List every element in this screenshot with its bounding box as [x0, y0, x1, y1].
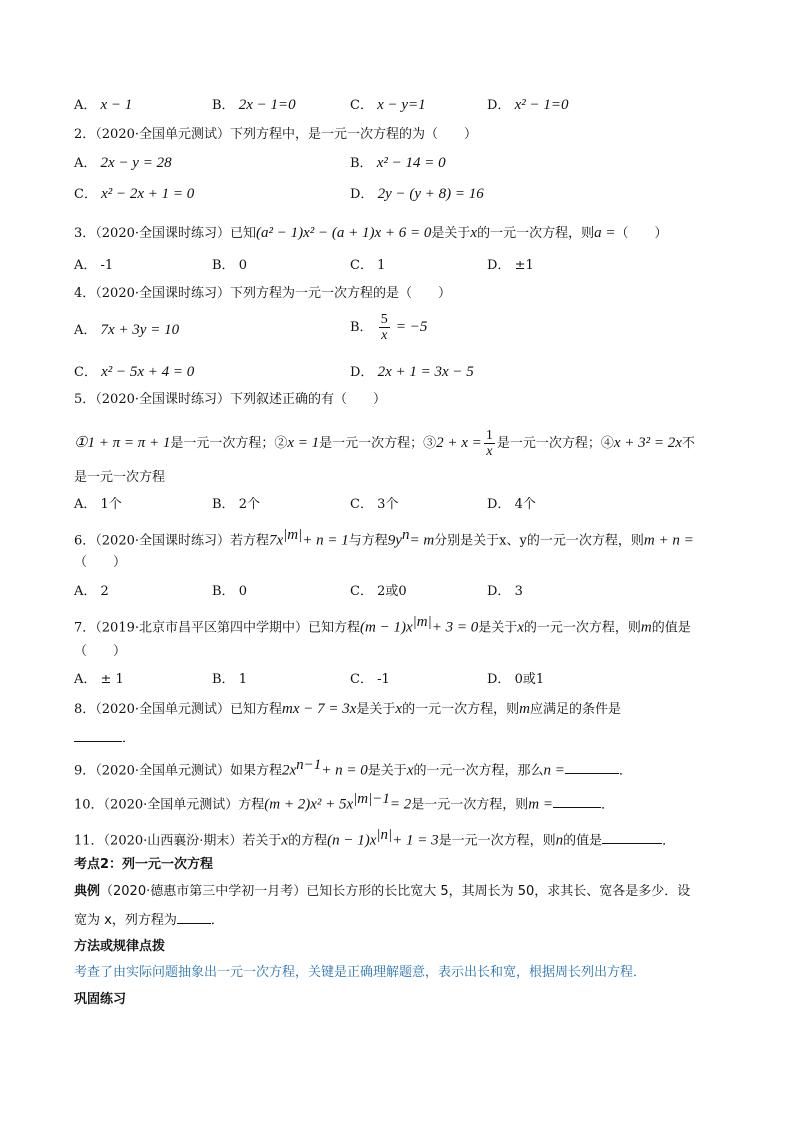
- q9-answer-blank[interactable]: [565, 760, 619, 774]
- q3-option-b: B． 0: [212, 258, 247, 273]
- q3-option-c: C． 1: [350, 258, 386, 273]
- q2-option-a: A． 2x − y = 28: [74, 155, 172, 171]
- q1-option-a: A． x − 1: [74, 97, 133, 113]
- q8-stem: 8．（2020·全国单元测试）已知方程mx − 7 = 3x是关于x的一元一次方程，则m应满足的条件是: [74, 701, 621, 717]
- q5-stem: 5．（2020·全国课时练习）下列叙述正确的有（ ）: [74, 392, 386, 407]
- q3-stem: 3．（2020·全国课时练习）已知(a² − 1)x² − (a + 1)x + 6 = 0是关于x的一元一次方程，则a =（ ）: [74, 225, 668, 241]
- q6-option-d: D． 3: [487, 584, 523, 599]
- q4-option-a: A． 7x + 3y = 10: [74, 322, 180, 338]
- q2-option-c: C． x² − 2x + 1 = 0: [74, 186, 195, 202]
- q1-option-d: D． x² − 1=0: [487, 97, 569, 113]
- q4-fraction: $\frac{5}{x}$: [380, 312, 388, 343]
- section-title: 考点2：列一元一次方程: [74, 857, 214, 872]
- q7-option-d: D． 0或1: [487, 672, 545, 687]
- q5-option-a: A． 1个: [74, 497, 122, 512]
- q7-option-c: C． -1: [350, 672, 390, 687]
- q4-option-c: C． x² − 5x + 4 = 0: [74, 364, 195, 380]
- q2-option-b: B． x² − 14 = 0: [350, 155, 446, 171]
- q5-option-d: D． 4个: [487, 497, 536, 512]
- q10-stem: 10．（2020·全国单元测试）方程$(m + 2)x^2 + 5x^{|m|-1}= 2$是一元一次方程，则m = ．: [74, 791, 614, 813]
- q5-statements-line2: 是一元一次方程: [74, 470, 166, 485]
- q7-option-a: A． ± 1: [74, 672, 124, 687]
- q5-statements: ①1 + π = π + 1是一元一次方程；②x = 1是一元一次方程；③2 + x = $\frac{1}{x}$ 是一元一次方程；④x + 3² = 2x不: [74, 428, 695, 459]
- q11-stem: 11．（2020·山西襄汾·期末）若关于x的方程$(n - 1)x^{|n|}+ 1 = 3$是一元一次方程，则n的值是 ．: [74, 827, 676, 849]
- q8-answer-blank[interactable]: [74, 728, 122, 742]
- q2-stem: 2．（2020·全国单元测试）下列方程中，是一元一次方程的为（ ）: [74, 127, 477, 142]
- q5-fraction: $\frac{1}{x}$: [485, 428, 493, 459]
- method-text: 考查了由实际问题抽象出一元一次方程，关键是正确理解题意，表示出长和宽，根据周长列出方程．: [74, 965, 647, 980]
- q1-option-c: C． x − y=1: [350, 97, 426, 113]
- q5-option-c: C． 3个: [350, 497, 399, 512]
- q7-option-b: B． 1: [212, 672, 247, 687]
- q4-stem: 4．（2020·全国课时练习）下列方程为一元一次方程的是（ ）: [74, 286, 451, 301]
- q8-answer-line: ．: [74, 728, 135, 749]
- q7-stem: 7．（2019·北京市昌平区第四中学期中）已知方程$(m - 1)x^{|m|}+ 3 = 0$是关于x的一元一次方程，则m的值是: [74, 614, 691, 636]
- q5-option-b: B． 2个: [212, 497, 260, 512]
- q6-option-c: C． 2或0: [350, 584, 407, 599]
- q1-option-b: B． 2x − 1=0: [212, 97, 296, 113]
- example-answer-blank[interactable]: [177, 910, 211, 924]
- practice-title: 巩固练习: [74, 992, 127, 1007]
- q6-stem: 6．（2020·全国课时练习）若方程$7x^{|m|}+ n = 1$与方程$9y^n= m$分别是关于x、y的一元一次方程，则m + n =: [74, 527, 694, 549]
- q3-option-a: A． -1: [74, 258, 114, 273]
- q4-option-b: B． $\frac{5}{x}$ = −5: [350, 312, 428, 343]
- q6-paren: （ ）: [74, 555, 127, 570]
- method-title: 方法或规律点拨: [74, 939, 166, 954]
- q2-option-d: D． 2y − (y + 8) = 16: [350, 186, 484, 202]
- q10-answer-blank[interactable]: [553, 794, 601, 808]
- q9-stem: 9．（2020·全国单元测试）如果方程$2x^{n-1}+ n = 0$是关于x的一元一次方程，那么n = ．: [74, 757, 632, 779]
- example-text-line2: 宽为 x，列方程为 ．: [74, 910, 224, 931]
- q4-option-d: D． 2x + 1 = 3x − 5: [350, 364, 474, 380]
- q11-answer-blank[interactable]: [602, 830, 662, 844]
- q6-option-b: B． 0: [212, 584, 247, 599]
- q3-option-d: D． ±1: [487, 258, 534, 273]
- q6-option-a: A． 2: [74, 584, 109, 599]
- q7-paren: （ ）: [74, 644, 127, 659]
- example-text: 典例（2020·德惠市第三中学初一月考）已知长方形的长比宽大 5，其周长为 50，求其长、宽各是多少．设: [74, 884, 691, 899]
